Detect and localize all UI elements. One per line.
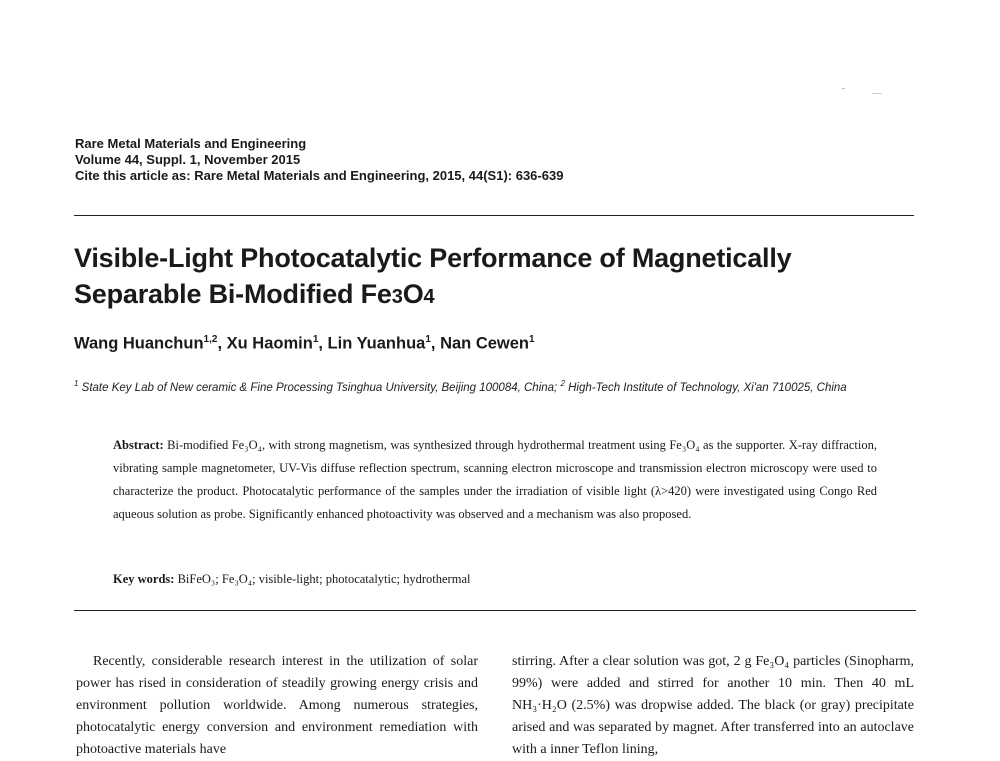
- keywords-label: Key words:: [113, 572, 175, 586]
- title-line-2: [74, 276, 934, 315]
- author-affiliation-mark: 1,2: [203, 334, 218, 345]
- author-affiliation-mark: 1: [529, 334, 535, 345]
- author-separator: ,: [430, 334, 441, 353]
- journal-volume: Volume 44, Suppl. 1, November 2015: [75, 152, 301, 167]
- top-divider: [74, 215, 914, 216]
- paper-title: [74, 240, 934, 315]
- title-subscript: 4: [423, 286, 435, 308]
- scan-speck: [872, 93, 882, 94]
- author-separator: ,: [217, 334, 227, 353]
- body-column-right: stirring. After a clear solution was got, 2 g Fe₃O₄ particles (Sinopharm, 99%) were added and stirred for another 10 min. Then 40 mL NH₃·H₂O (2.5%) was dropwise added. The black (or gray) precipitate arised and was separated by magnet. After transferred into an autoclave with a inner Teflon lining,: [512, 654, 914, 757]
- author-list: [74, 334, 535, 354]
- author-name: Lin Yuanhua: [327, 334, 426, 353]
- title-text: Separable Bi-Modified Fe: [74, 279, 392, 309]
- title-line-1: Visible-Light Photocatalytic Performance of Magnetically: [74, 243, 792, 273]
- journal-header: [75, 136, 563, 184]
- journal-name: Rare Metal Materials and Engineering: [75, 136, 307, 151]
- author-separator: ,: [318, 334, 328, 353]
- affiliations: [74, 374, 924, 398]
- author-affiliation-mark: 1: [312, 334, 319, 345]
- author-affiliation-mark: 1: [425, 334, 431, 345]
- affiliation-text: High-Tech Institute of Technology, Xi'an 710025, China: [568, 381, 847, 394]
- affiliation-text: State Key Lab of New ceramic & Fine Processing Tsinghua University, Beijing 100084, China;: [81, 381, 558, 394]
- bottom-divider: [74, 610, 916, 611]
- affiliation-mark: 1: [74, 379, 79, 388]
- citation-line: Cite this article as: Rare Metal Materials and Engineering, 2015, 44(S1): 636-639: [75, 168, 564, 183]
- title-subscript: 3: [391, 286, 403, 308]
- author-name: Wang Huanchun: [74, 334, 204, 353]
- abstract-text: Bi-modified Fe₃O₄, with strong magnetism, was synthesized through hydrothermal treatment using Fe₃O₄ as the supporter. X-ray diffraction, vibrating sample magnetometer, UV-Vis diffuse reflection spectrum, scanning electron microscope and transmission electron microscopy were used to characterize the product. Photocatalytic performance of the samples under the irradiation of visible light (λ>420) were investigated using Congo Red aqueous solution as probe. Significantly enhanced photoactivity was observed and a mechanism was also proposed.: [113, 438, 878, 521]
- abstract: [113, 434, 877, 526]
- body-column-left: Recently, considerable research interest in the utilization of solar power has rised in consideration of steadily growing energy crisis and environment pollution worldwide. Among numerous strategies, photocatalytic energy conversion and environment remediation with photoactive materials have: [76, 654, 478, 757]
- scan-speck: [842, 88, 845, 89]
- keywords: [113, 572, 470, 587]
- abstract-label: Abstract:: [113, 438, 164, 452]
- author-name: Xu Haomin: [226, 334, 313, 353]
- title-text: O: [402, 279, 424, 309]
- author-name: Nan Cewen: [440, 334, 530, 353]
- keywords-text: BiFeO₃; Fe₃O₄; visible-light; photocatalytic; hydrothermal: [177, 572, 471, 586]
- affiliation-mark: 2: [560, 379, 565, 388]
